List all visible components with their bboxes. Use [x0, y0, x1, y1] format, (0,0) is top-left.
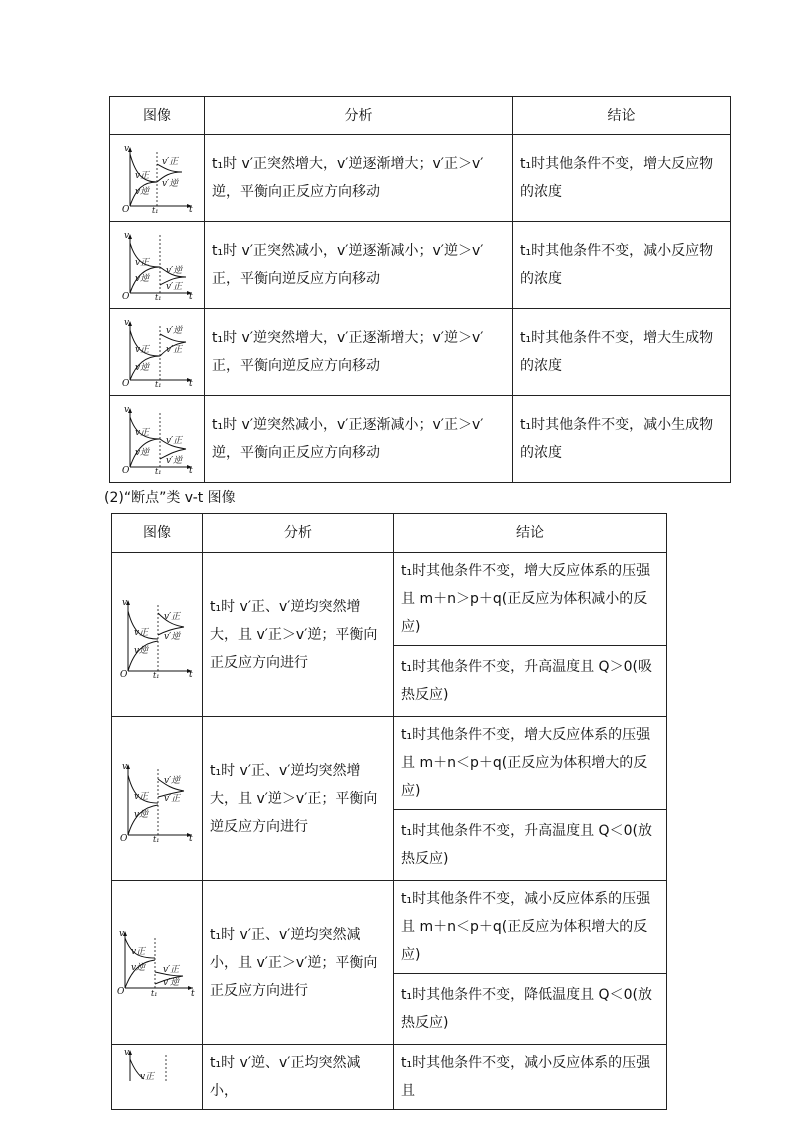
origin-label: O [117, 986, 125, 997]
header-conclusion: 结论 [513, 97, 731, 135]
curve-label: v正 [134, 627, 149, 638]
table-row [112, 717, 667, 810]
header-graph: 图像 [110, 97, 205, 135]
v-axis-label: v [124, 405, 130, 415]
curve-label: v逆 [131, 962, 146, 973]
curve-label: v′正 [166, 345, 183, 355]
conclusion-text: t₁时其他条件不变，增大反应体系的压强且 m＋n＞p＋q(正反应为体积减小的反应) [394, 553, 667, 646]
graph-cell [110, 135, 205, 222]
t-axis-label: t [189, 669, 193, 679]
curve-label: v正 [135, 171, 150, 181]
table-concentration-graphs [109, 96, 731, 483]
analysis-text: t₁时 v′正突然减小，v′逆逐渐减小；v′逆＞v′正，平衡向逆反应方向移动 [205, 222, 513, 309]
table-row [112, 881, 667, 974]
curve-label: v′正 [162, 157, 179, 167]
conclusion-text: t₁时其他条件不变，减小反应体系的压强且 [394, 1045, 667, 1110]
curve-label: v′逆 [166, 456, 183, 466]
conclusion-text: t₁时其他条件不变，减小反应物的浓度 [513, 222, 731, 309]
t1-label: t₁ [151, 988, 158, 998]
graph-cell [112, 553, 203, 717]
graph-cell [112, 881, 203, 1045]
t-axis-label: t [189, 833, 193, 843]
curve-label: v′逆 [164, 775, 181, 786]
t1-label: t₁ [152, 206, 159, 214]
curve-label: v′逆 [164, 631, 181, 642]
vt-graph-decrease-reactant [120, 229, 194, 301]
table-header-row [110, 97, 731, 135]
conclusion-text: t₁时其他条件不变，增大反应体系的压强且 m＋n＜p＋q(正反应为体积增大的反应) [394, 717, 667, 810]
v-axis-label: v [124, 318, 130, 328]
t-axis-label: t [189, 292, 193, 301]
table-row [110, 135, 731, 222]
curve-label: v逆 [135, 363, 150, 373]
curve-label: v′正 [166, 436, 183, 446]
v-axis-label: v [124, 1048, 130, 1058]
curve-label: v逆 [135, 274, 150, 284]
conclusion-text: t₁时其他条件不变，升高温度且 Q＞0(吸热反应) [394, 646, 667, 717]
header-graph: 图像 [112, 514, 203, 553]
header-analysis: 分析 [205, 97, 513, 135]
analysis-text: t₁时 v′正、v′逆均突然减小，且 v′正＞v′逆；平衡向正反应方向进行 [203, 881, 394, 1045]
conclusion-text: t₁时其他条件不变，降低温度且 Q＜0(放热反应) [394, 974, 667, 1045]
graph-cell [110, 396, 205, 483]
t1-label: t₁ [155, 467, 162, 475]
table-row [112, 1045, 667, 1110]
curve-label: v′逆 [166, 266, 183, 276]
curve-label: v正 [134, 791, 149, 802]
vt-graph-decrease-product [120, 403, 194, 475]
conclusion-text: t₁时其他条件不变，增大生成物的浓度 [513, 309, 731, 396]
v-axis-label: v [119, 928, 125, 939]
t-axis-label: t [191, 988, 195, 998]
table-breakpoint-graphs [111, 513, 667, 1110]
analysis-text: t₁时 v′逆突然减小，v′正逐渐减小；v′正＞v′逆，平衡向正反应方向移动 [205, 396, 513, 483]
curve-label: v′正 [164, 611, 181, 622]
v-axis-label: v [124, 231, 130, 241]
origin-label: O [120, 669, 128, 679]
origin-label: O [122, 379, 130, 388]
curve-label: v′逆 [163, 977, 180, 988]
curve-label: v′正 [166, 282, 183, 292]
vt-graph-both-decrease-forward [117, 928, 197, 998]
analysis-text: t₁时 v′正、v′逆均突然增大，且 v′正＞v′逆；平衡向正反应方向进行 [203, 553, 394, 717]
curve-label: v′逆 [162, 179, 179, 189]
curve-label: v逆 [134, 809, 149, 820]
origin-label: O [122, 292, 130, 301]
t1-label: t₁ [155, 380, 162, 388]
table-row [110, 309, 731, 396]
analysis-text: t₁时 v′正突然增大，v′逆逐渐增大；v′正＞v′逆，平衡向正反应方向移动 [205, 135, 513, 222]
conclusion-text: t₁时其他条件不变，减小反应体系的压强且 m＋n＜p＋q(正反应为体积增大的反应) [394, 881, 667, 974]
origin-label: O [122, 466, 130, 475]
curve-label: v′逆 [166, 326, 183, 336]
curve-label: v′正 [164, 793, 181, 804]
header-conclusion: 结论 [394, 514, 667, 553]
vt-graph-increase-product [120, 316, 194, 388]
conclusion-text: t₁时其他条件不变，升高温度且 Q＜0(放热反应) [394, 810, 667, 881]
t-axis-label: t [189, 205, 193, 214]
origin-label: O [120, 833, 128, 843]
v-axis-label: v [124, 144, 130, 154]
analysis-text: t₁时 v′正、v′逆均突然增大，且 v′逆＞v′正；平衡向逆反应方向进行 [203, 717, 394, 881]
analysis-text: t₁时 v′逆、v′正均突然减小， [203, 1045, 394, 1110]
graph-cell [110, 309, 205, 396]
t1-label: t₁ [153, 834, 160, 843]
curve-label: v正 [135, 258, 150, 268]
origin-label: O [122, 205, 130, 214]
vt-graph-both-increase-reverse [120, 755, 194, 843]
t1-label: t₁ [155, 293, 162, 301]
t-axis-label: t [189, 379, 193, 388]
graph-cell [112, 1045, 203, 1110]
table-row [110, 396, 731, 483]
curve-label: v正 [131, 946, 146, 957]
vt-graph-both-increase-forward [120, 591, 194, 679]
curve-label: v正 [135, 345, 150, 355]
table-row [110, 222, 731, 309]
graph-cell [112, 717, 203, 881]
t-axis-label: t [189, 466, 193, 475]
section-caption: (2)“断点”类 v-t 图像 [104, 490, 236, 506]
conclusion-text: t₁时其他条件不变，减小生成物的浓度 [513, 396, 731, 483]
v-axis-label: v [122, 761, 128, 772]
curve-label: v′正 [163, 964, 180, 975]
curve-label: v正 [135, 428, 150, 438]
analysis-text: t₁时 v′逆突然增大，v′正逐渐增大；v′逆＞v′正，平衡向逆反应方向移动 [205, 309, 513, 396]
vt-graph-partial [122, 1045, 196, 1081]
t1-label: t₁ [153, 670, 160, 679]
curve-label: v逆 [135, 448, 150, 458]
curve-label: v逆 [134, 645, 149, 656]
table-header-row [112, 514, 667, 553]
vt-graph-increase-reactant [120, 142, 194, 214]
graph-cell [110, 222, 205, 309]
curve-label: v逆 [135, 187, 150, 197]
curve-label: v正 [140, 1072, 155, 1081]
table-row [112, 553, 667, 646]
conclusion-text: t₁时其他条件不变，增大反应物的浓度 [513, 135, 731, 222]
v-axis-label: v [122, 597, 128, 608]
header-analysis: 分析 [203, 514, 394, 553]
